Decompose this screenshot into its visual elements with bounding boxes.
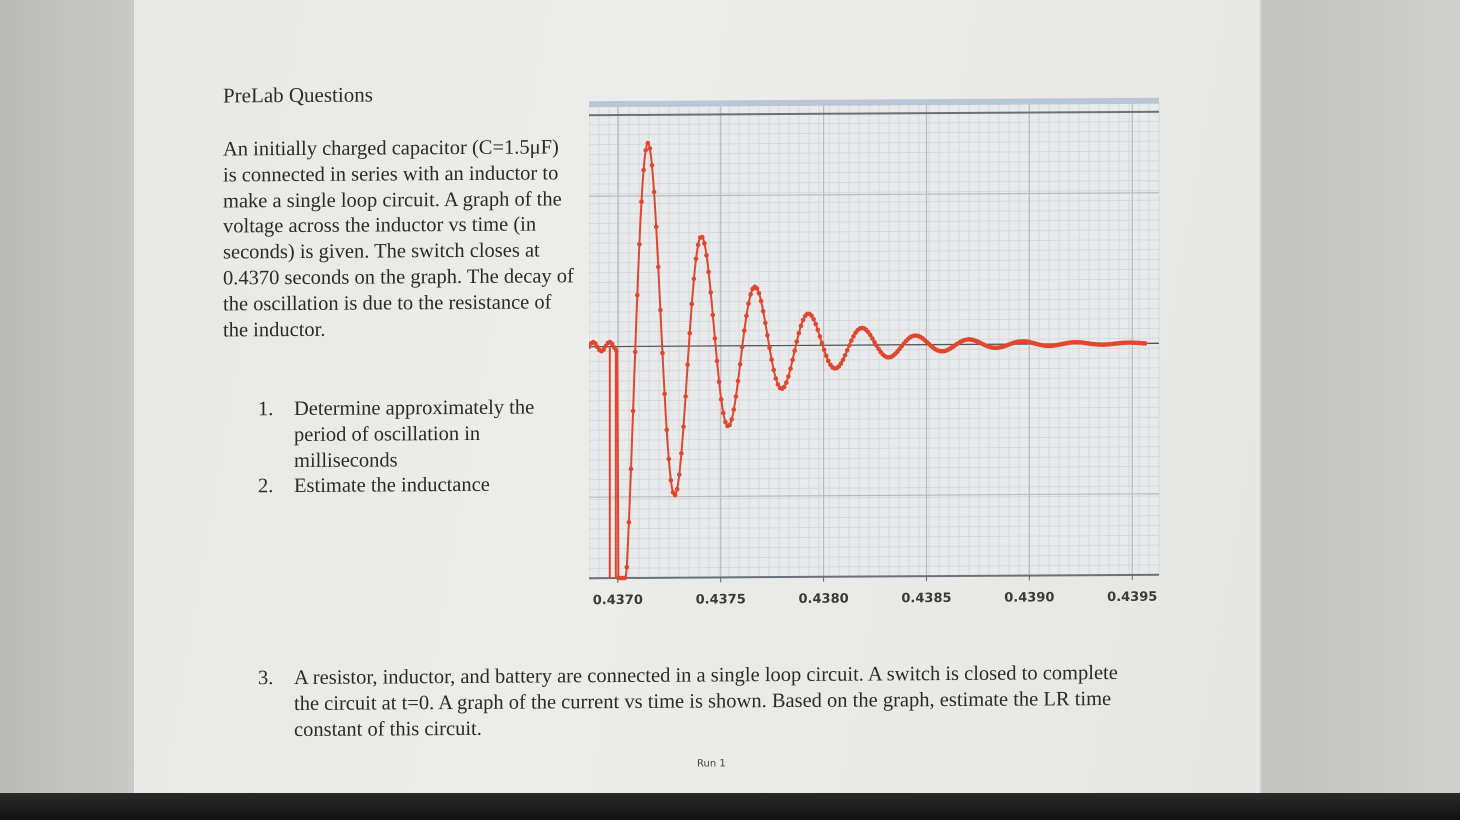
data-point: [792, 348, 797, 353]
data-point: [845, 348, 850, 353]
chart-ticks: [593, 575, 1158, 608]
data-point: [664, 428, 669, 433]
data-point: [801, 318, 806, 323]
data-point: [692, 276, 697, 281]
data-point: [690, 302, 695, 307]
data-point: [702, 241, 707, 246]
x-tick-label: 0.4380: [798, 591, 849, 607]
voltage-graph: [589, 90, 1169, 624]
data-point: [694, 256, 699, 261]
document-page: [134, 0, 1260, 800]
data-point: [643, 148, 648, 153]
data-point: [648, 146, 653, 151]
data-point: [635, 293, 640, 298]
data-point: [820, 341, 825, 346]
data-point: [734, 394, 739, 399]
data-point: [841, 357, 846, 362]
data-point: [759, 299, 764, 304]
data-point: [849, 338, 854, 343]
data-point: [683, 394, 688, 399]
data-point: [816, 328, 821, 333]
question-number: 1.: [258, 398, 274, 421]
data-point: [788, 366, 793, 371]
data-point: [711, 313, 716, 318]
voltage-chart: [589, 90, 1169, 624]
data-point: [799, 324, 804, 329]
data-point: [667, 457, 672, 462]
data-point: [687, 331, 692, 336]
question-text: Determine approximately the period of oscillation in milliseconds: [294, 396, 535, 472]
data-point: [729, 417, 734, 422]
data-point: [763, 321, 768, 326]
question-number: 2.: [258, 475, 274, 498]
data-point: [669, 478, 674, 483]
data-point: [627, 520, 632, 525]
data-point: [719, 397, 724, 402]
data-point: [646, 141, 651, 146]
data-point: [641, 168, 646, 173]
data-point: [658, 308, 663, 313]
page-heading: PreLab Questions: [223, 82, 373, 108]
data-point: [738, 362, 743, 367]
data-point: [679, 451, 684, 456]
run-label: Run 1: [697, 758, 726, 770]
data-point: [673, 493, 678, 498]
data-point: [765, 333, 770, 338]
data-point: [677, 472, 682, 477]
data-point: [662, 392, 667, 397]
data-point: [1143, 341, 1148, 346]
monitor-bottom-bezel: [0, 793, 1460, 820]
data-point: [790, 358, 795, 363]
intro-paragraph: An initially charged capacitor (C=1.5μF) is connected in series with an inductor to make a single loop circuit. A graph of the voltage across the inductor vs time (in seconds) is given. The switch closes at 0.4370 seconds on the graph. The decay of the oscillation is due to the resistance of the inductor.: [223, 136, 574, 342]
data-point: [757, 291, 762, 296]
data-point: [715, 359, 720, 364]
data-point: [681, 424, 686, 429]
data-point: [654, 224, 659, 229]
data-point: [811, 317, 816, 322]
data-point: [822, 347, 827, 352]
data-point: [717, 380, 722, 385]
data-point: [708, 290, 713, 295]
data-point: [629, 467, 634, 472]
x-tick-label: 0.4370: [592, 592, 643, 609]
data-point: [755, 286, 760, 291]
question-item: [258, 660, 1138, 743]
data-point: [746, 301, 751, 306]
data-point: [771, 368, 776, 373]
data-point: [761, 309, 766, 314]
data-point: [740, 345, 745, 350]
screen-bezel: [1262, 0, 1460, 820]
data-point: [818, 334, 823, 339]
data-point: [675, 487, 680, 492]
data-point: [769, 357, 774, 362]
x-tick-label: 0.4385: [901, 591, 952, 607]
data-point: [721, 411, 726, 416]
data-point: [704, 253, 709, 258]
data-point: [656, 265, 661, 270]
data-point: [736, 379, 741, 384]
data-point: [797, 331, 802, 336]
question-item: [258, 395, 578, 474]
data-point: [782, 385, 787, 390]
data-point: [631, 409, 636, 414]
question-text: A resistor, inductor, and battery are connected in a single loop circuit. A switch is closed to complete the circuit at t=0. A graph of the current vs time is shown. Based on the graph, estimate the LR time constant of this circuit.: [294, 661, 1118, 742]
x-tick-label: 0.4390: [1004, 590, 1055, 606]
data-point: [824, 353, 829, 358]
data-point: [732, 407, 737, 412]
data-point: [685, 362, 690, 367]
data-point: [767, 346, 772, 351]
question-number: 3.: [258, 667, 274, 690]
data-point: [660, 351, 665, 356]
data-point: [696, 243, 701, 248]
x-tick-label: 0.4375: [695, 592, 746, 608]
data-point: [700, 235, 705, 240]
question-text: Estimate the inductance: [294, 474, 490, 498]
data-point: [795, 339, 800, 344]
data-point: [723, 420, 728, 425]
data-point: [786, 374, 791, 379]
data-point: [774, 376, 779, 381]
question-item: [258, 473, 578, 501]
data-point: [826, 359, 831, 364]
x-tick-label: 0.4395: [1107, 589, 1158, 606]
data-point: [706, 270, 711, 275]
data-point: [713, 336, 718, 341]
data-point: [784, 380, 789, 385]
data-point: [622, 576, 627, 581]
data-point: [744, 314, 749, 319]
data-point: [637, 242, 642, 247]
data-point: [639, 199, 644, 204]
data-point: [748, 292, 753, 297]
question-list: [258, 395, 578, 500]
data-point: [727, 423, 732, 428]
data-point: [742, 328, 747, 333]
data-point: [652, 190, 657, 195]
data-point: [843, 353, 848, 358]
data-point: [813, 322, 818, 327]
question-3: [258, 660, 1138, 743]
data-point: [650, 163, 655, 168]
data-point: [847, 343, 852, 348]
data-point: [625, 565, 630, 570]
data-point: [633, 350, 638, 355]
